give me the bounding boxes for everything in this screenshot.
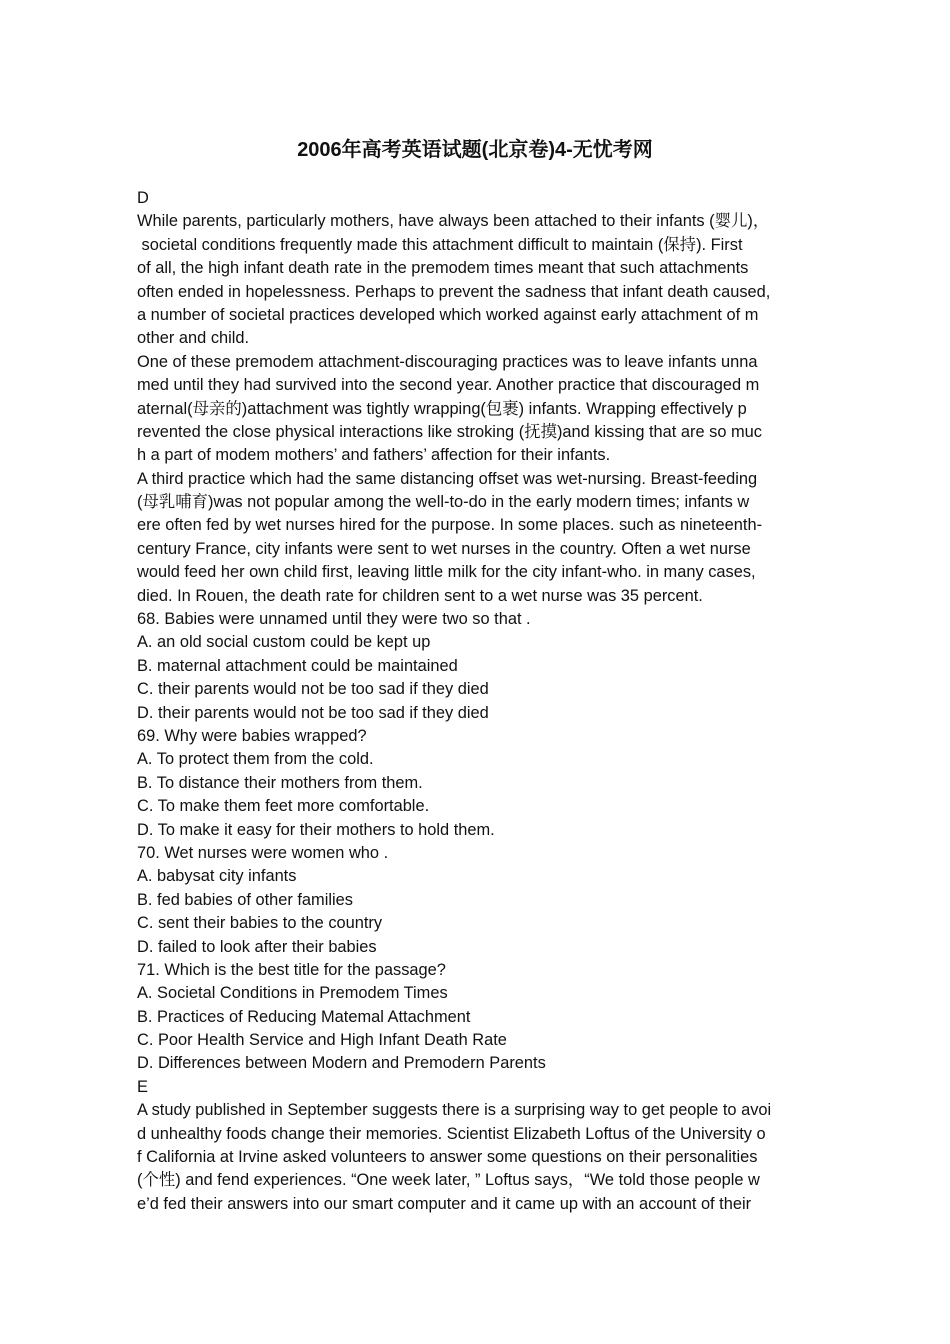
text-line: of all, the high infant death rate in the premodem times meant that such attachments — [137, 259, 749, 278]
text-line: century France, city infants were sent to wet nurses in the country. Often a wet nurse — [137, 539, 751, 558]
text-line: A third practice which had the same distancing offset was wet-nursing. Breast-feeding — [137, 469, 758, 488]
question-71: 71. Which is the best title for the passage? — [137, 960, 446, 979]
document-title: 2006年高考英语试题(北京卷)4-无忧考网 — [297, 139, 653, 161]
answer-option: C. To make them feet more comfortable. — [137, 797, 430, 816]
text-line: (母乳哺育)was not popular among the well-to-do in the early modern times; infants w — [137, 493, 750, 512]
text-line: often ended in hopelessness. Perhaps to prevent the sadness that infant death caused, — [137, 282, 771, 301]
answer-option: A. To protect them from the cold. — [137, 750, 374, 769]
section-label: D — [137, 189, 149, 207]
answer-option: B. Practices of Reducing Matemal Attachment — [137, 1007, 471, 1026]
question-70: 70. Wet nurses were women who . — [137, 843, 389, 862]
text-line: a number of societal practices developed which worked against early attachment of m — [137, 305, 759, 324]
text-line: A study published in September suggests there is a surprising way to get people to avoi — [137, 1101, 772, 1120]
text-line: aternal(母亲的)attachment was tightly wrapping(包裹) infants. Wrapping effectively p — [137, 399, 747, 418]
text-line: would feed her own child first, leaving little milk for the city infant-who. in many cases, — [137, 563, 756, 582]
text-line: revented the close physical interactions like stroking (抚摸)and kissing that are so muc — [137, 422, 762, 441]
text-line: died. In Rouen, the death rate for children sent to a wet nurse was 35 percent. — [137, 586, 703, 605]
text-line: (个性) and fend experiences. “One week later, ” Loftus says，“We told those people w — [137, 1171, 760, 1190]
answer-option: D. To make it easy for their mothers to hold them. — [137, 820, 495, 839]
text-line: societal conditions frequently made this attachment difficult to maintain (保持). First — [137, 235, 743, 254]
text-line: other and child. — [137, 329, 250, 348]
document-body — [137, 187, 817, 1216]
answer-option: A. babysat city infants — [137, 867, 297, 886]
answer-option: B. To distance their mothers from them. — [137, 773, 423, 792]
section-label: E — [137, 1077, 148, 1096]
question-68: 68. Babies were unnamed until they were two so that . — [137, 610, 531, 629]
answer-option: A. an old social custom could be kept up — [137, 633, 431, 652]
answer-option: D. their parents would not be too sad if they died — [137, 703, 489, 722]
answer-option: C. sent their babies to the country — [137, 914, 383, 933]
question-69: 69. Why were babies wrapped? — [137, 726, 367, 745]
text-line: h a part of modem mothers’ and fathers’ affection for their infants. — [137, 446, 611, 465]
answer-option: B. maternal attachment could be maintained — [137, 656, 458, 675]
answer-option: B. fed babies of other families — [137, 890, 353, 909]
text-line: e’d fed their answers into our smart computer and it came up with an account of their — [137, 1194, 752, 1213]
text-line: While parents, particularly mothers, have always been attached to their infants (婴儿)， — [137, 212, 770, 231]
text-line: med until they had survived into the second year. Another practice that discouraged m — [137, 376, 760, 395]
text-line: f California at Irvine asked volunteers to answer some questions on their personalities — [137, 1148, 758, 1167]
answer-option: D. Differences between Modern and Premodern Parents — [137, 1054, 546, 1073]
text-line: One of these premodem attachment-discouraging practices was to leave infants unna — [137, 352, 758, 371]
text-line: ere often fed by wet nurses hired for the purpose. In some places. such as nineteenth- — [137, 516, 763, 535]
answer-option: C. Poor Health Service and High Infant Death Rate — [137, 1031, 507, 1050]
answer-option: C. their parents would not be too sad if they died — [137, 680, 489, 699]
text-line: d unhealthy foods change their memories. Scientist Elizabeth Loftus of the University o — [137, 1124, 766, 1143]
answer-option: D. failed to look after their babies — [137, 937, 377, 956]
answer-option: A. Societal Conditions in Premodem Times — [137, 984, 448, 1003]
